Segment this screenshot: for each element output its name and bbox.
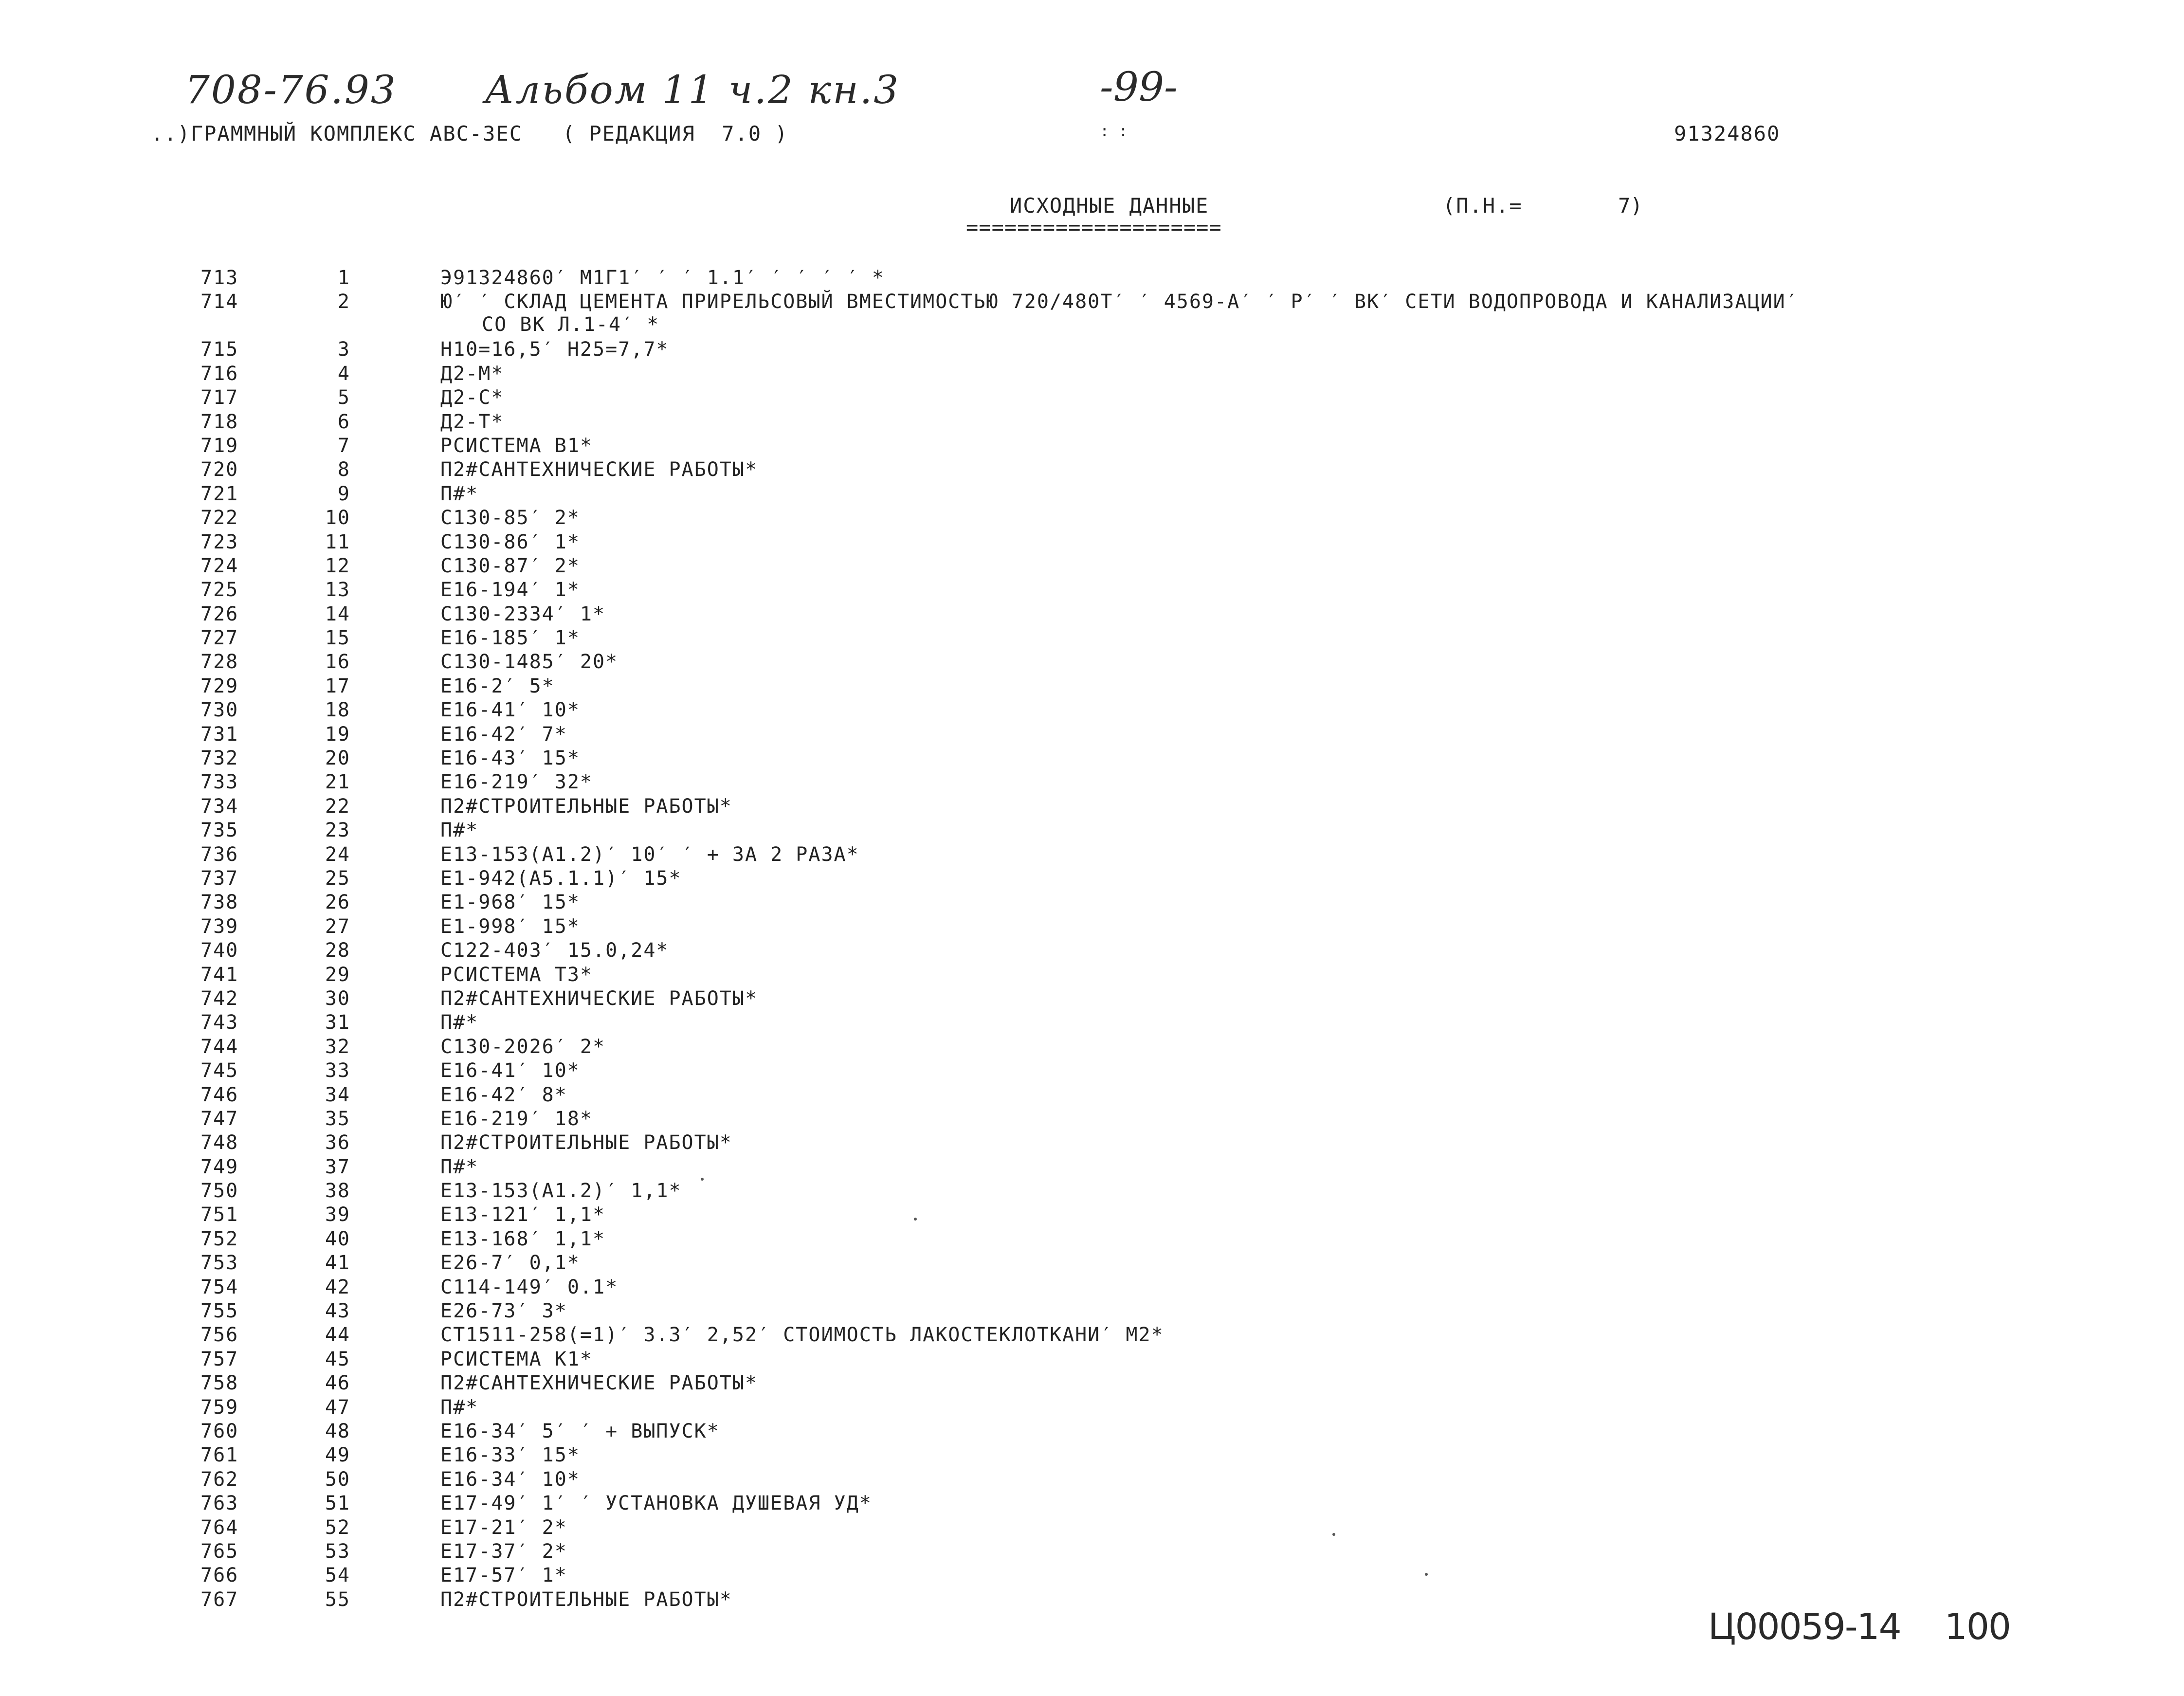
- table-row: [0, 1348, 2184, 1372]
- record-number: 47: [325, 1396, 350, 1419]
- line-number: 726: [200, 602, 239, 625]
- record-number: 54: [325, 1564, 350, 1587]
- handwritten-header: [185, 67, 900, 112]
- line-number: 767: [200, 1588, 239, 1611]
- record-number: 39: [325, 1204, 350, 1226]
- record-text-continuation: СО ВК Л.1-4′ *: [482, 313, 660, 336]
- record-text: П2#САНТЕХНИЧЕСКИЕ РАБОТЫ*: [440, 458, 758, 481]
- record-number: 46: [325, 1372, 350, 1395]
- record-text: РСИСТЕМА Т3*: [440, 963, 593, 986]
- table-row: [0, 363, 2184, 386]
- line-number: 752: [200, 1227, 239, 1250]
- table-row: [0, 1396, 2184, 1420]
- doc-code: 708-76.93: [185, 67, 397, 112]
- line-number: 756: [200, 1324, 239, 1347]
- table-row: [0, 1084, 2184, 1108]
- line-number: 760: [200, 1420, 239, 1442]
- table-row: [0, 1036, 2184, 1059]
- line-number: 738: [200, 891, 239, 914]
- line-number: 741: [200, 963, 239, 986]
- record-number: 53: [325, 1540, 350, 1563]
- line-number: 730: [200, 699, 239, 722]
- record-text: С130-2334′ 1*: [440, 602, 606, 625]
- line-number: 713: [200, 267, 239, 289]
- record-text: С130-2026′ 2*: [440, 1035, 606, 1058]
- table-row: [0, 819, 2184, 843]
- record-number: 48: [325, 1420, 350, 1442]
- header-dots: : :: [1100, 122, 1128, 140]
- line-number: 758: [200, 1372, 239, 1395]
- table-row: [0, 458, 2184, 482]
- record-number: 13: [325, 579, 350, 602]
- record-text: П#*: [440, 1396, 479, 1419]
- line-number: 759: [200, 1396, 239, 1419]
- table-row: [0, 1276, 2184, 1300]
- record-number: 52: [325, 1516, 350, 1539]
- record-text: Е17-49′ 1′ ′ УСТАНОВКА ДУШЕВАЯ УД*: [440, 1492, 872, 1515]
- line-number: 745: [200, 1059, 239, 1082]
- table-row: [0, 267, 2184, 291]
- line-number: 719: [200, 434, 239, 457]
- line-number: 761: [200, 1444, 239, 1467]
- record-number: 33: [325, 1059, 350, 1082]
- line-number: 728: [200, 651, 239, 674]
- program-header: ..)ГРАММНЫЙ КОМПЛЕКС АВС-3ЕС ( РЕДАКЦИЯ 7.0 ): [151, 122, 788, 146]
- line-number: 746: [200, 1083, 239, 1106]
- table-row: [0, 651, 2184, 675]
- line-number: 724: [200, 554, 239, 577]
- record-number: 43: [325, 1300, 350, 1323]
- table-row: [0, 987, 2184, 1011]
- line-number: 723: [200, 530, 239, 553]
- record-number: 51: [325, 1492, 350, 1515]
- table-row: [0, 843, 2184, 867]
- album-label: Альбом 11 ч.2 кн.3: [484, 67, 900, 112]
- table-row: [0, 1324, 2184, 1348]
- table-row: [0, 1300, 2184, 1324]
- line-number: 727: [200, 627, 239, 650]
- record-text: Е16-219′ 32*: [440, 771, 593, 794]
- record-number: 6: [337, 410, 350, 433]
- table-row: [0, 1420, 2184, 1444]
- record-number: 24: [325, 843, 350, 866]
- record-number: 7: [337, 434, 350, 457]
- record-text: Е16-41′ 10*: [440, 1059, 580, 1082]
- record-text: Е13-153(А1.2)′ 10′ ′ + ЗА 2 РАЗА*: [440, 843, 859, 866]
- record-number: 1: [337, 267, 350, 289]
- document-id: 91324860: [1674, 122, 1781, 146]
- record-text: РСИСТЕМА В1*: [440, 434, 593, 457]
- record-text: С122-403′ 15.0,24*: [440, 939, 669, 962]
- record-text: П2#СТРОИТЕЛЬНЫЕ РАБОТЫ*: [440, 1588, 732, 1611]
- record-text: П2#САНТЕХНИЧЕСКИЕ РАБОТЫ*: [440, 1372, 758, 1395]
- record-number: 50: [325, 1468, 350, 1491]
- line-number: 749: [200, 1155, 239, 1178]
- line-number: 750: [200, 1180, 239, 1203]
- line-number: 751: [200, 1204, 239, 1226]
- section-title: ИСХОДНЫЕ ДАННЫЕ: [1010, 194, 1209, 218]
- record-number: 22: [325, 795, 350, 818]
- table-row: [0, 1588, 2184, 1612]
- record-text: П2#САНТЕХНИЧЕСКИЕ РАБОТЫ*: [440, 987, 758, 1010]
- table-row: [0, 1228, 2184, 1252]
- record-text: Е16-185′ 1*: [440, 627, 580, 650]
- line-number: 739: [200, 915, 239, 938]
- record-number: 42: [325, 1276, 350, 1298]
- table-row: [0, 1564, 2184, 1588]
- table-row: [0, 1372, 2184, 1396]
- record-text: Е26-7′ 0,1*: [440, 1252, 580, 1275]
- record-text: Е16-33′ 15*: [440, 1444, 580, 1467]
- table-row: [0, 675, 2184, 699]
- record-text: С130-85′ 2*: [440, 507, 580, 529]
- record-text: Е17-21′ 2*: [440, 1516, 567, 1539]
- table-row: [0, 483, 2184, 507]
- table-row: [0, 771, 2184, 795]
- record-number: 9: [337, 482, 350, 505]
- record-text: С130-87′ 2*: [440, 554, 580, 577]
- table-row: [0, 1156, 2184, 1180]
- record-number: 28: [325, 939, 350, 962]
- record-text: Е16-34′ 10*: [440, 1468, 580, 1491]
- record-number: 14: [325, 602, 350, 625]
- table-row: [0, 795, 2184, 819]
- record-number: 26: [325, 891, 350, 914]
- table-row: [0, 1444, 2184, 1468]
- record-text: Е1-998′ 15*: [440, 915, 580, 938]
- record-text: П#*: [440, 482, 479, 505]
- line-number: 715: [200, 338, 239, 361]
- record-number: 27: [325, 915, 350, 938]
- table-row: [0, 939, 2184, 963]
- line-number: 733: [200, 771, 239, 794]
- table-row: [0, 1252, 2184, 1276]
- record-number: 4: [337, 362, 350, 385]
- line-number: 754: [200, 1276, 239, 1298]
- record-number: 30: [325, 987, 350, 1010]
- record-number: 31: [325, 1011, 350, 1034]
- record-number: 18: [325, 699, 350, 722]
- line-number: 725: [200, 579, 239, 602]
- table-row: [0, 507, 2184, 530]
- record-text: Е16-34′ 5′ ′ + ВЫПУСК*: [440, 1420, 720, 1442]
- table-row: [0, 1468, 2184, 1492]
- record-text: Е16-42′ 8*: [440, 1083, 567, 1106]
- line-number: 765: [200, 1540, 239, 1563]
- table-row: [0, 435, 2184, 458]
- pn-label: (П.Н.=: [1443, 194, 1523, 218]
- record-text: Е13-153(А1.2)′ 1,1*: [440, 1180, 682, 1203]
- record-text: С130-1485′ 20*: [440, 651, 619, 674]
- record-number: 35: [325, 1107, 350, 1130]
- record-number: 15: [325, 627, 350, 650]
- record-text: Е16-42′ 7*: [440, 723, 567, 746]
- record-number: 8: [337, 458, 350, 481]
- table-row: [0, 411, 2184, 435]
- table-row: [0, 1180, 2184, 1204]
- line-number: 740: [200, 939, 239, 962]
- record-number: 12: [325, 554, 350, 577]
- record-number: 45: [325, 1348, 350, 1370]
- line-number: 736: [200, 843, 239, 866]
- line-number: 721: [200, 482, 239, 505]
- stamp-code: Ц00059-14: [1708, 1606, 1901, 1648]
- table-row: [0, 579, 2184, 602]
- line-number: 743: [200, 1011, 239, 1034]
- table-row: [0, 1011, 2184, 1035]
- line-number: 744: [200, 1035, 239, 1058]
- scan-speck: [1332, 1533, 1335, 1536]
- table-row: [0, 555, 2184, 579]
- record-number: 21: [325, 771, 350, 794]
- record-number: 37: [325, 1155, 350, 1178]
- record-number: 41: [325, 1252, 350, 1275]
- record-number: 44: [325, 1324, 350, 1347]
- record-text: Ю′ ′ СКЛАД ЦЕМЕНТА ПРИРЕЛЬСОВЫЙ ВМЕСТИМОСТЬЮ 720/480Т′ ′ 4569-А′ ′ Р′ ′ ВК′ СЕТИ ВОДОПРОВОДА И КАНАЛИЗАЦИИ′: [440, 291, 1799, 313]
- line-number: 757: [200, 1348, 239, 1370]
- scan-speck: [914, 1218, 917, 1221]
- record-text: Д2-С*: [440, 386, 504, 409]
- table-row: [0, 1059, 2184, 1083]
- record-number: 23: [325, 819, 350, 842]
- line-number: 732: [200, 747, 239, 770]
- record-text: Э91324860′ М1Г1′ ′ ′ 1.1′ ′ ′ ′ ′ *: [440, 267, 885, 289]
- line-number: 742: [200, 987, 239, 1010]
- table-row: [0, 1204, 2184, 1227]
- record-number: 34: [325, 1083, 350, 1106]
- record-text: Е26-73′ 3*: [440, 1300, 567, 1323]
- stamp-page: 100: [1944, 1606, 2010, 1648]
- table-row: [0, 1540, 2184, 1564]
- table-row: [0, 915, 2184, 939]
- record-number: 16: [325, 651, 350, 674]
- record-text: П#*: [440, 1011, 479, 1034]
- pn-value: 7): [1618, 194, 1643, 218]
- line-number: 717: [200, 386, 239, 409]
- record-number: 5: [337, 386, 350, 409]
- table-row: [0, 867, 2184, 891]
- table-row: [0, 1516, 2184, 1540]
- scan-speck: [701, 1178, 704, 1181]
- data-listing: [0, 267, 2184, 1612]
- record-text: П#*: [440, 1155, 479, 1178]
- record-number: 3: [337, 338, 350, 361]
- line-number: 729: [200, 675, 239, 697]
- line-number: 722: [200, 507, 239, 529]
- record-number: 11: [325, 530, 350, 553]
- table-row: [0, 338, 2184, 362]
- record-text: Е17-57′ 1*: [440, 1564, 567, 1587]
- table-row: [0, 386, 2184, 410]
- line-number: 764: [200, 1516, 239, 1539]
- line-number: 716: [200, 362, 239, 385]
- record-text: Н10=16,5′ Н25=7,7*: [440, 338, 669, 361]
- record-text: Е16-219′ 18*: [440, 1107, 593, 1130]
- record-number: 55: [325, 1588, 350, 1611]
- record-number: 29: [325, 963, 350, 986]
- line-number: 753: [200, 1252, 239, 1275]
- record-text: Е1-968′ 15*: [440, 891, 580, 914]
- line-number: 763: [200, 1492, 239, 1515]
- record-text: П2#СТРОИТЕЛЬНЫЕ РАБОТЫ*: [440, 1131, 732, 1154]
- record-text: Е16-43′ 15*: [440, 747, 580, 770]
- record-text: Е17-37′ 2*: [440, 1540, 567, 1563]
- record-number: 2: [337, 291, 350, 313]
- table-row: [0, 964, 2184, 987]
- record-text: СТ1511-258(=1)′ 3.3′ 2,52′ СТОИМОСТЬ ЛАКОСТЕКЛОТКАНИ′ М2*: [440, 1324, 1164, 1347]
- line-number: 747: [200, 1107, 239, 1130]
- line-number: 766: [200, 1564, 239, 1587]
- line-number: 748: [200, 1131, 239, 1154]
- record-number: 49: [325, 1444, 350, 1467]
- record-text: Д2-М*: [440, 362, 504, 385]
- line-number: 762: [200, 1468, 239, 1491]
- table-row: [0, 699, 2184, 723]
- record-number: 38: [325, 1180, 350, 1203]
- table-row: [0, 603, 2184, 627]
- line-number: 718: [200, 410, 239, 433]
- record-number: 40: [325, 1227, 350, 1250]
- record-number: 19: [325, 723, 350, 746]
- scan-speck: [1425, 1573, 1428, 1576]
- table-row: [0, 891, 2184, 915]
- table-row: [0, 531, 2184, 555]
- title-underline: ====================: [966, 215, 1222, 239]
- line-number: 720: [200, 458, 239, 481]
- record-text: П2#СТРОИТЕЛЬНЫЕ РАБОТЫ*: [440, 795, 732, 818]
- line-number: 735: [200, 819, 239, 842]
- record-text: Д2-Т*: [440, 410, 504, 433]
- line-number: 731: [200, 723, 239, 746]
- record-text: Е16-41′ 10*: [440, 699, 580, 722]
- table-row: [0, 747, 2184, 771]
- record-text: С130-86′ 1*: [440, 530, 580, 553]
- table-row: [0, 627, 2184, 651]
- record-text: Е16-2′ 5*: [440, 675, 555, 697]
- page-number: -99-: [1100, 64, 1178, 110]
- record-text: Е13-121′ 1,1*: [440, 1204, 606, 1226]
- table-row: [0, 1108, 2184, 1131]
- record-number: 20: [325, 747, 350, 770]
- line-number: 734: [200, 795, 239, 818]
- record-text: С114-149′ 0.1*: [440, 1276, 619, 1298]
- table-row: [0, 291, 2184, 338]
- table-row: [0, 723, 2184, 747]
- record-text: П#*: [440, 819, 479, 842]
- record-text: РСИСТЕМА К1*: [440, 1348, 593, 1370]
- record-number: 17: [325, 675, 350, 697]
- record-text: Е16-194′ 1*: [440, 579, 580, 602]
- record-number: 32: [325, 1035, 350, 1058]
- record-number: 25: [325, 867, 350, 890]
- record-number: 36: [325, 1131, 350, 1154]
- record-text: Е1-942(А5.1.1)′ 15*: [440, 867, 682, 890]
- record-text: Е13-168′ 1,1*: [440, 1227, 606, 1250]
- table-row: [0, 1131, 2184, 1155]
- record-number: 10: [325, 507, 350, 529]
- table-row: [0, 1492, 2184, 1516]
- line-number: 737: [200, 867, 239, 890]
- line-number: 755: [200, 1300, 239, 1323]
- line-number: 714: [200, 291, 239, 313]
